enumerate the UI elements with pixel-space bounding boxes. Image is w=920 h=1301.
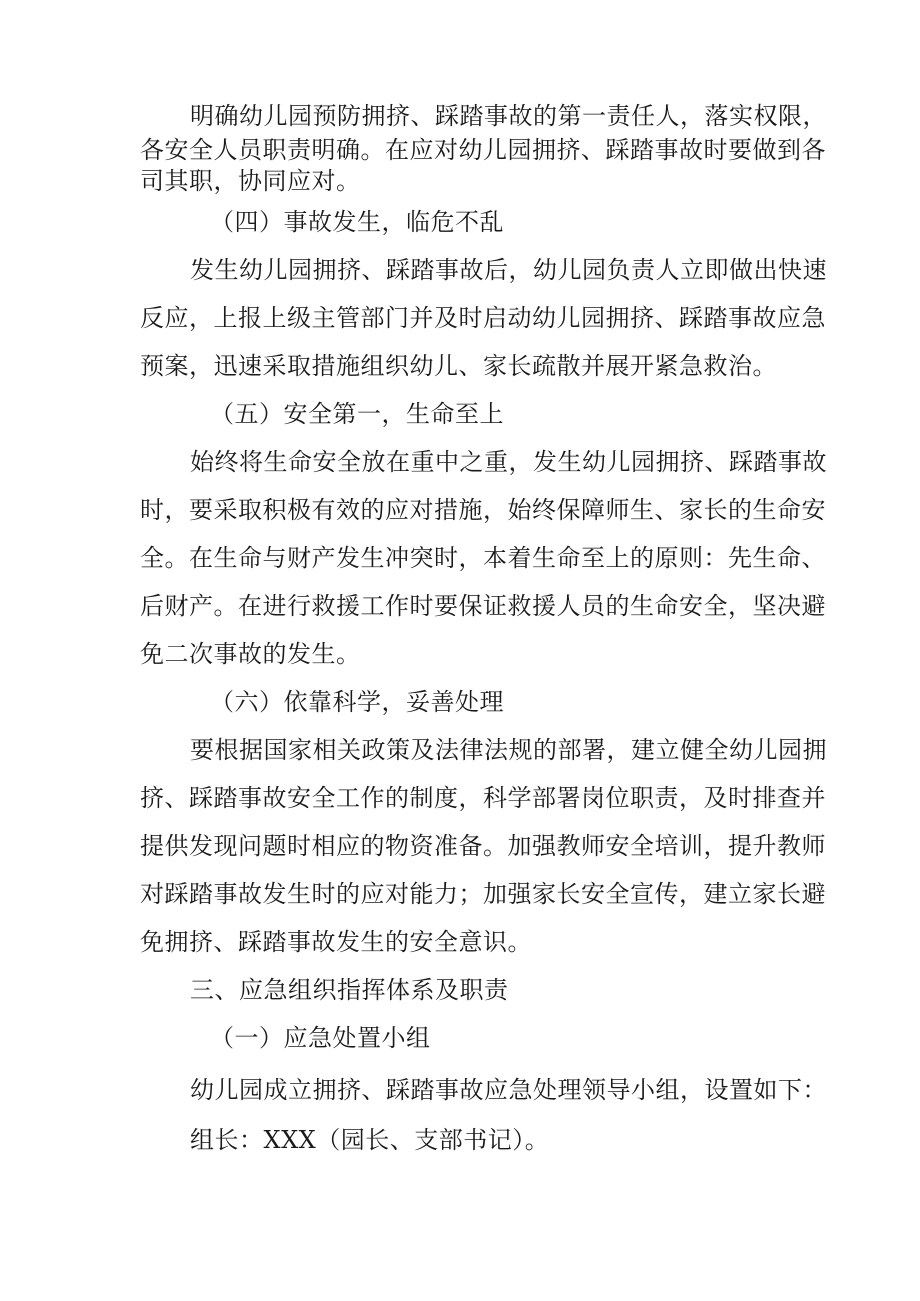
- section-heading: （一）应急处置小组: [210, 1024, 431, 1052]
- paragraph-line: 对踩踏事故发生时的应对能力；加强家长安全宣传，建立家长避: [140, 880, 826, 908]
- section-heading: （五）安全第一，生命至上: [210, 400, 504, 428]
- paragraph-line: 预案，迅速采取措施组织幼儿、家长疏散并展开紧急救治。: [140, 352, 777, 380]
- paragraph-line: 反应，上报上级主管部门并及时启动幼儿园拥挤、踩踏事故应急: [140, 304, 826, 332]
- paragraph-line: 免拥挤、踩踏事故发生的安全意识。: [140, 928, 532, 956]
- paragraph-line: 要根据国家相关政策及法律法规的部署，建立健全幼儿园拥: [190, 736, 827, 764]
- paragraph-line: 幼儿园成立拥挤、踩踏事故应急处理领导小组，设置如下：: [190, 1076, 827, 1104]
- paragraph-line: 挤、踩踏事故安全工作的制度，科学部署岗位职责，及时排查并: [140, 784, 826, 812]
- paragraph-line: 司其职，协同应对。: [140, 167, 361, 195]
- paragraph-line: 各安全人员职责明确。在应对幼儿园拥挤、踩踏事故时要做到各: [140, 136, 826, 164]
- paragraph-line: 发生幼儿园拥挤、踩踏事故后，幼儿园负责人立即做出快速: [190, 256, 827, 284]
- paragraph-line: 全。在生命与财产发生冲突时，本着生命至上的原则：先生命、: [140, 544, 826, 572]
- paragraph-line: 后财产。在进行救援工作时要保证救援人员的生命安全，坚决避: [140, 592, 826, 620]
- paragraph-line: 免二次事故的发生。: [140, 640, 361, 668]
- paragraph-line: 始终将生命安全放在重中之重，发生幼儿园拥挤、踩踏事故: [190, 448, 827, 476]
- section-heading: （四）事故发生，临危不乱: [210, 208, 504, 236]
- paragraph-line: 提供发现问题时相应的物资准备。加强教师安全培训，提升教师: [140, 832, 826, 860]
- paragraph-line: 明确幼儿园预防拥挤、踩踏事故的第一责任人，落实权限，: [190, 102, 827, 130]
- paragraph-line: 时，要采取积极有效的应对措施，始终保障师生、家长的生命安: [140, 496, 826, 524]
- section-heading: （六）依靠科学，妥善处理: [210, 688, 504, 716]
- paragraph-line: 组长：XXX（园长、支部书记）。: [190, 1126, 550, 1154]
- chapter-heading: 三、应急组织指挥体系及职责: [190, 976, 509, 1004]
